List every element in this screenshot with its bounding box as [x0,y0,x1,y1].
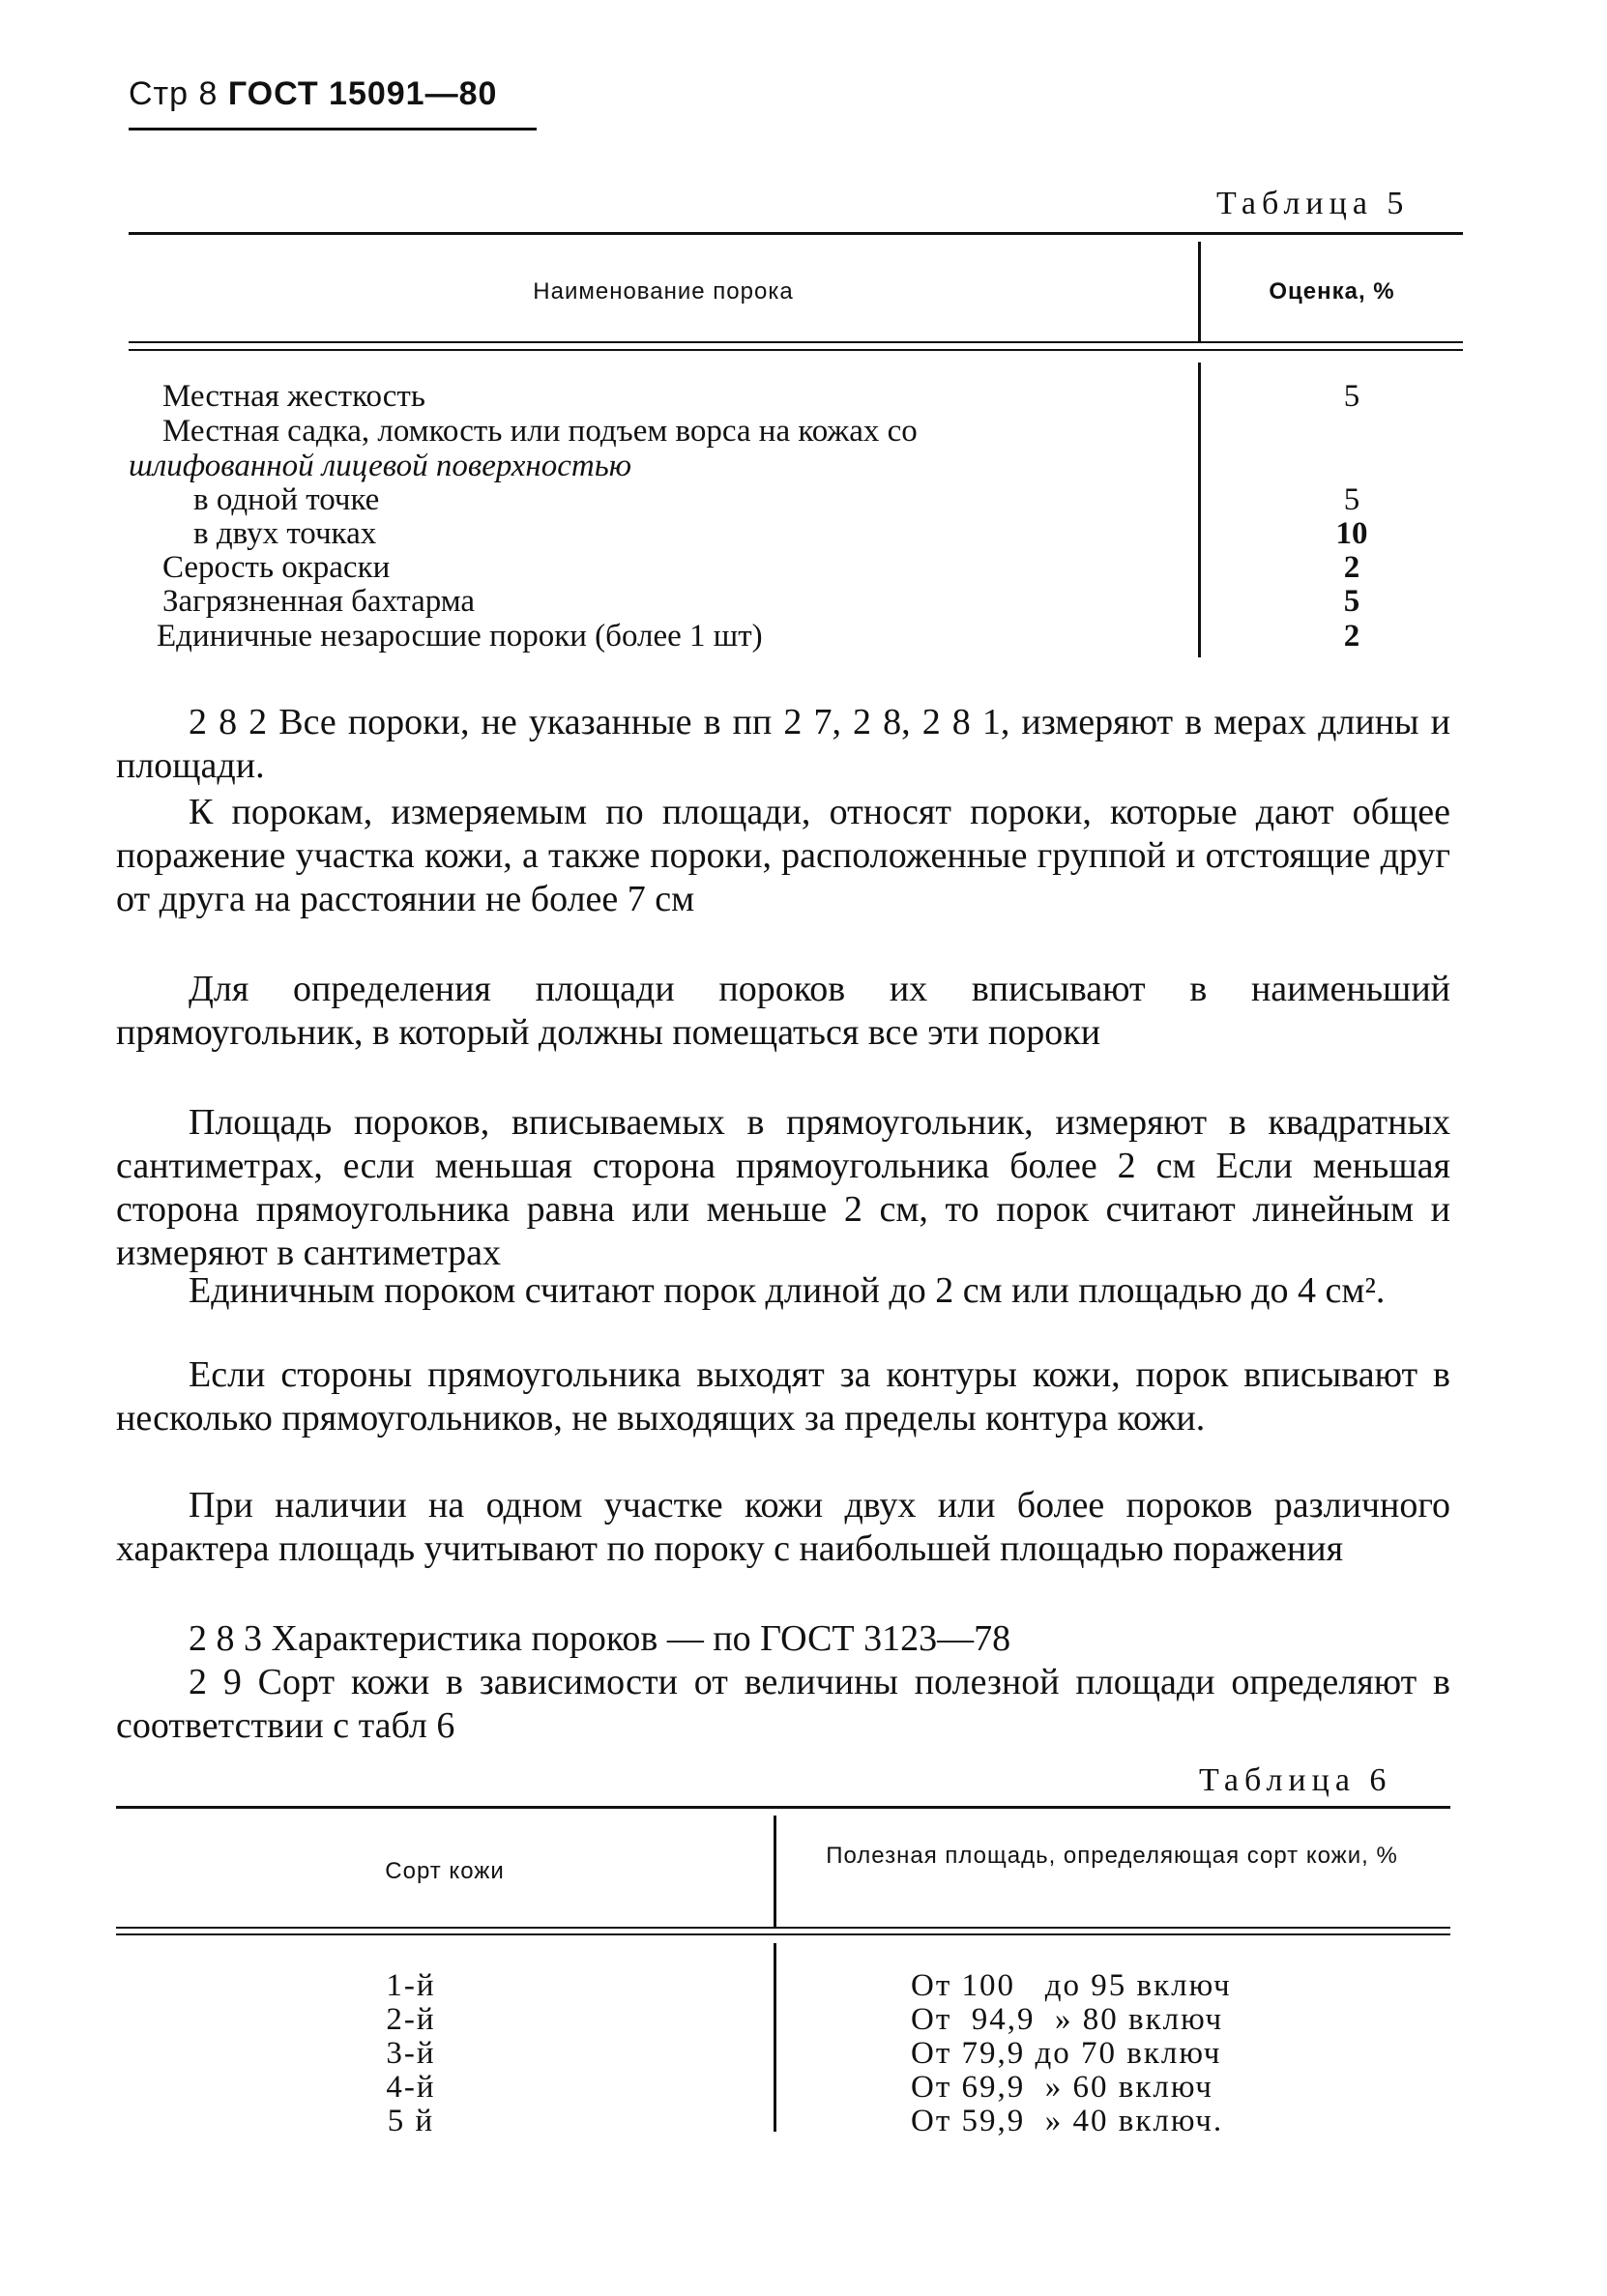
paragraph-rectangle: Для определения площади пороков их вписывают в наименьший прямоугольник, в который должны помещаться все эти пороки [116,969,1450,1053]
paragraph-2-8-2: 2 8 2 Все пороки, не указанные в пп 2 7, 2 8, 2 8 1, измеряют в мерах длины и площади. [116,702,1450,786]
table5-row-name: в двух точках [193,516,377,551]
table6-row-area: От 69,9 » 60 включ [911,2070,1213,2105]
paragraph-area-defects: К порокам, измеряемым по площади, относят пороки, которые дают общее поражение участка кожи, а также пороки, расположенные группой и отстоящие друг от друга на расстоянии не более 7 см [116,792,1450,919]
table5-row-name: шлифованной лицевой поверхностью [129,449,631,483]
table5-header-rule-1 [129,341,1463,343]
table5-row-value: 2 [1343,619,1360,654]
table5-row-value: 10 [1335,516,1368,551]
table6-row-sort: 2-й [386,2002,436,2037]
table5-row-name: Загрязненная бахтарма [162,584,476,619]
paragraph-single-defect: Единичным пороком считают порок длиной до 2 см или площадью до 4 см². [189,1270,1386,1311]
table6-body-divider [774,1943,776,2132]
table6-header-sort: Сорт кожи [385,1858,505,1884]
paragraph-2-9: 2 9 Сорт кожи в зависимости от величины полезной площади определяют в соответствии с табл 6 [116,1662,1450,1746]
table6-row-sort: 4-й [386,2070,436,2105]
table5-row-name: Местная садка, ломкость или подъем ворса на кожах со [162,414,918,449]
table6-header-area: Полезная площадь, определяющая сорт кожи, % [826,1843,1398,1869]
table6-row-area: От 79,9 до 70 включ [911,2036,1222,2071]
table5-row-value: 5 [1343,584,1360,619]
table5-row-name: в одной точке [193,482,380,517]
page-number: Стр 8 [129,75,219,112]
table6-row-sort: 3-й [386,2036,436,2071]
table5-header-value: Оценка, % [1269,278,1395,305]
table5-row-name: Единичные незаросшие пороки (более 1 шт) [157,619,763,654]
paragraph-contour: Если стороны прямоугольника выходят за контуры кожи, порок вписывают в несколько прямоугольников, не выходящих за пределы контура кожи. [116,1354,1450,1439]
table6-row-sort: 1-й [386,1968,436,2003]
paragraph-2-8-3: 2 8 3 Характеристика пороков — по ГОСТ 3123—78 [189,1618,1011,1659]
page-header [129,75,497,113]
table5-row-name: Местная жесткость [162,379,425,414]
table5-row-value: 2 [1343,550,1360,585]
table6-row-area: От 94,9 » 80 включ [911,2002,1224,2037]
table6-header-rule-1 [116,1927,1450,1929]
table6-header-divider [774,1816,776,1927]
table5-header-rule-2 [129,349,1463,351]
table6-row-area: От 100 до 95 включ [911,1968,1232,2003]
header-rule [129,128,537,131]
table5-top-rule [129,232,1463,235]
table6-caption: Таблица 6 [1199,1762,1392,1798]
table5-row-name: Серость окраски [162,550,391,585]
table5-caption: Таблица 5 [1216,186,1410,221]
standard-code: ГОСТ 15091—80 [227,75,498,112]
table5-row-value: 5 [1343,379,1360,414]
table6-header-rule-2 [116,1933,1450,1935]
table6-row-area: От 59,9 » 40 включ. [911,2104,1224,2138]
table5-row-value: 5 [1343,482,1360,517]
paragraph-square-cm: Площадь пороков, вписываемых в прямоугольник, измеряют в квадратных сантиметрах, если меньшая сторона прямоугольника более 2 см Если меньшая сторона прямоугольника равна или меньше 2 см, то порок считают линейным и измеряют в сантиметрах [116,1102,1450,1273]
paragraph-multiple-defects: При наличии на одном участке кожи двух или более пороков различного характера площадь учитывают по пороку с наибольшей площадью поражения [116,1485,1450,1569]
table6-top-rule [116,1806,1450,1809]
table5-header-name: Наименование порока [533,278,794,305]
table6-row-sort: 5 й [387,2104,435,2138]
table5-body-divider [1198,363,1201,657]
